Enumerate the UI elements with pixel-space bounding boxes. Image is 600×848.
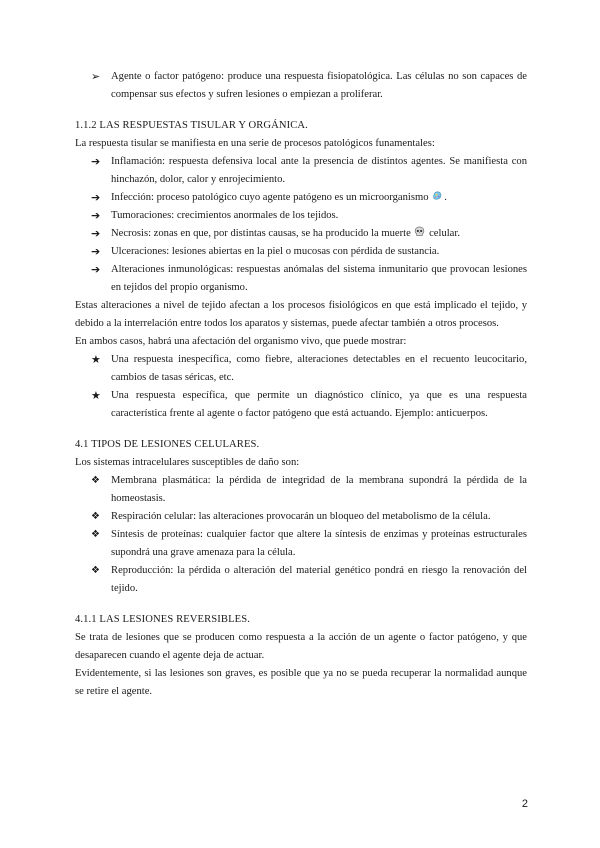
diamond-bullet-icon: ❖	[91, 511, 100, 522]
list-item	[75, 68, 527, 104]
paragraph: La respuesta tisular se manifiesta en una serie de procesos patológicos funamentales:	[75, 138, 435, 149]
list-item-text-suffix: .	[444, 192, 447, 203]
diamond-bullet-icon: ❖	[91, 475, 100, 486]
list-item-text: Respiración celular: las alteraciones provocarán un bloqueo del metabolismo de la célula.	[111, 511, 491, 522]
list-item-text: Ulceraciones: lesiones abiertas en la piel o mucosas con pérdida de sustancia.	[111, 246, 440, 257]
section-heading: 4.1.1 LAS LESIONES REVERSIBLES.	[75, 614, 250, 625]
list-item-text: Síntesis de proteínas: cualquier factor que altere la síntesis de enzimas y proteínas estructurales supondrá una grave amenaza para la célula.	[111, 529, 527, 558]
list-item-text: Tumoraciones: crecimientos anormales de los tejidos.	[111, 210, 339, 221]
intro-list	[75, 68, 527, 104]
skull-icon	[414, 226, 425, 237]
paragraph: En ambos casos, habrá una afectación del organismo vivo, que puede mostrar:	[75, 336, 407, 347]
diamond-list	[75, 472, 527, 598]
diamond-bullet-icon: ❖	[91, 565, 100, 576]
star-list	[75, 351, 527, 423]
triangle-arrow-bullet-icon: ➢	[91, 70, 101, 83]
paragraph: Los sistemas intracelulares susceptibles de daño son:	[75, 457, 300, 468]
list-item	[75, 351, 527, 387]
list-item-text: Agente o factor patógeno: produce una respuesta fisiopatológica. Las células no son capaces de compensar sus efectos y sufren lesiones o empiezan a proliferar.	[111, 71, 527, 100]
arrow-bullet-icon: ➔	[91, 191, 101, 204]
list-item	[75, 153, 527, 189]
section-heading: 1.1.2 LAS RESPUESTAS TISULAR Y ORGÁNICA.	[75, 120, 308, 131]
list-item	[75, 508, 527, 526]
arrow-bullet-icon: ➔	[91, 155, 101, 168]
list-item	[75, 189, 527, 207]
page-number: 2	[521, 798, 528, 810]
star-bullet-icon: ★	[91, 389, 101, 402]
list-item	[75, 207, 527, 225]
list-item	[75, 243, 527, 261]
section-heading: 4.1 TIPOS DE LESIONES CELULARES.	[75, 439, 260, 450]
list-item-text: Inflamación: respuesta defensiva local ante la presencia de distintos agentes. Se manifiesta con hinchazón, dolor, calor y enrojecimiento.	[111, 156, 527, 185]
list-item	[75, 225, 527, 243]
list-item-text: Una respuesta inespecífica, como fiebre, alteraciones detectables en el recuento leucocitario, cambios de tasas séricas, etc.	[111, 354, 527, 383]
list-item	[75, 261, 527, 297]
star-bullet-icon: ★	[91, 353, 101, 366]
list-item-text: Alteraciones inmunológicas: respuestas anómalas del sistema inmunitario que provocan lesiones en tejidos del propio organismo.	[111, 264, 527, 293]
arrow-bullet-icon: ➔	[91, 227, 101, 240]
list-item-text-suffix: celular.	[429, 228, 460, 239]
list-item	[75, 562, 527, 598]
microbe-icon	[432, 190, 443, 201]
list-item-text: Membrana plasmática: la pérdida de integridad de la membrana supondrá la pérdida de la homeostasis.	[111, 475, 527, 504]
list-item	[75, 526, 527, 562]
diamond-bullet-icon: ❖	[91, 529, 100, 540]
list-item-text: Infección: proceso patológico cuyo agente patógeno es un microorganismo	[111, 192, 429, 203]
paragraph: Evidentemente, si las lesiones son graves, es posible que ya no se pueda recuperar la normalidad aunque se retire el agente.	[75, 668, 527, 697]
arrow-bullet-icon: ➔	[91, 209, 101, 222]
arrow-bullet-icon: ➔	[91, 263, 101, 276]
paragraph: Estas alteraciones a nivel de tejido afectan a los procesos fisiológicos en que está implicado el tejido, y debido a la interrelación entre todos los aparatos y sistemas, puede afectar también a otros procesos.	[75, 300, 527, 329]
list-item-text: Necrosis: zonas en que, por distintas causas, se ha producido la muerte	[111, 228, 411, 239]
list-item	[75, 472, 527, 508]
arrow-list	[75, 153, 527, 297]
list-item-text: Reproducción: la pérdida o alteración del material genético pondrá en riesgo la renovación del tejido.	[111, 565, 527, 594]
list-item	[75, 387, 527, 423]
arrow-bullet-icon: ➔	[91, 245, 101, 258]
paragraph: Se trata de lesiones que se producen como respuesta a la acción de un agente o factor patógeno, y que desaparecen cuando el agente deja de actuar.	[75, 632, 527, 661]
list-item-text: Una respuesta específica, que permite un diagnóstico clínico, ya que es una respuesta característica frente al agente o factor patógeno que está actuando. Ejemplo: anticuerpos.	[111, 390, 527, 419]
page-content	[75, 68, 527, 701]
